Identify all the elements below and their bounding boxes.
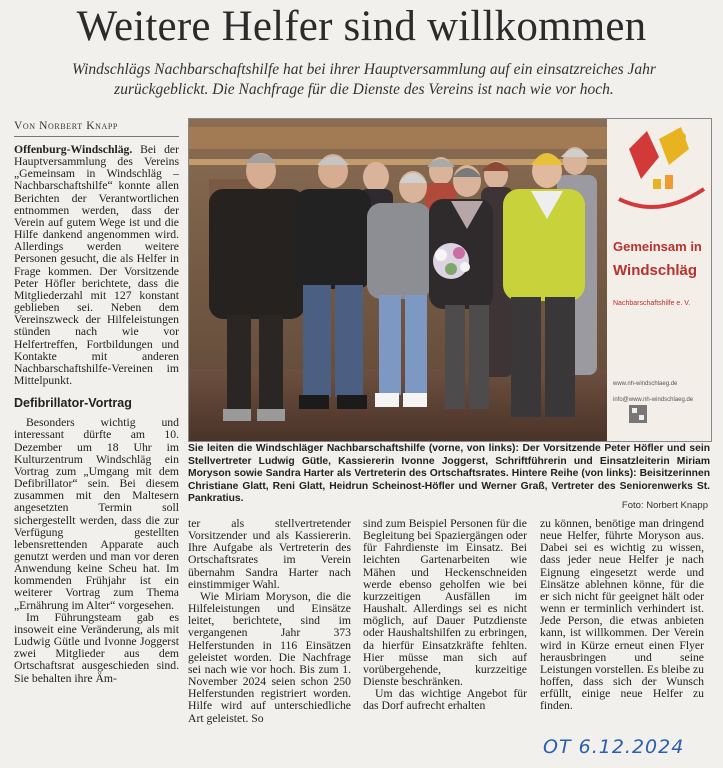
paragraph: Um das wichtige Angebot für das Dorf aufrecht erhalten xyxy=(363,687,527,713)
lead-text: Bei der Hauptversammlung des Vereins „Gemeinsam in Windschläg – Nachbarschaftshilfe“ konnte allen Berichten der Verantwortlichen entnommen werden, dass der Verein auf gutem Wege ist und die Hilfe dankend angenommen wird. Allerdings werden weitere Personen gesucht, die als Helfer in Frage kommen. Der Vorsitzende Peter Höfler berichtete, dass die Mitgliederzahl mit 127 konstant geblieben sei. Neben dem Vereinszweck der Hilfeleistungen stünden nach wie vor Helfertreffen, Fortbildungen und Kontakte mit anderen Nachbarschaftshilfe-Vereinen im Mittelpunkt. xyxy=(14,143,179,387)
photo-credit: Foto: Norbert Knapp xyxy=(621,500,708,511)
article-headline: Weitere Helfer sind willkommen xyxy=(76,3,647,50)
article-column-4 xyxy=(540,518,704,713)
paragraph: Im Führungsteam gab es insoweit eine Veränderung, als mit Ludwig Gütle und Ivonne Joggerst zwei Mitglieder aus dem Ortschaftsrat ausgeschieden sind. Sie behalten ihre Äm- xyxy=(14,610,179,685)
article-column-2 xyxy=(188,518,351,725)
paragraph: sind zum Beispiel Personen für die Begleitung bei Spaziergängen oder für Fahrdienste im Einsatz. Bei leichten Gartenarbeiten wie Mähen und Heckenschneiden werde ebenso geholfen wie bei kurzzeitigen Ausfällen im Haushalt. Allerdings sei es nicht möglich, auf Dauer Putzdienste oder Haushaltshilfen zu erbringen, da hierfür Einsatzkräfte fehlten. Hier müsse man sich auf vorübergehende, kurzzeitige Dienste beschränken. xyxy=(363,517,527,689)
banner-url-2: info@www.nh-windschlaeg.de xyxy=(613,397,694,403)
lead-paragraph xyxy=(14,144,179,387)
section-subtitle: Defibrillator-Vortrag xyxy=(14,396,132,411)
paragraph: Wie Miriam Moryson, die die Hilfeleistungen und Einsätze leitet, berichtete, sind im vergangenen Jahr 373 Helferstunden in 116 Einsätzen geleistet worden. Die Nachfrage sei nach wie vor hoch. Bis zum 1. November 2024 seien schon 250 Helferstunden registriert worden. Hilfe wird auf unterschiedliche Art geleistet. So xyxy=(188,589,351,725)
banner-line-1: Gemeinsam in xyxy=(613,239,702,254)
subhead-line-2: zurückgeblickt. Die Nachfrage für die Dienste des Vereins ist nach wie vor hoch. xyxy=(114,81,614,98)
paragraph: Besonders wichtig und interessant dürfte am 10. Dezember um 18 Uhr im Kulturzentrum Windschläg ein Vortrag zum „Umgang mit dem Defibrillator“ sein. Bei diesem zusammen mit den Maltesern angesetzten Termin soll sichergestellt werden, dass die zur Verfügung gestellten lebensrettenden Apparate auch genutzt werden und man vor deren Anwendung keine Scheu hat. Im kommenden Frühjahr ist ein weiterer Vortrag zum Thema „Ernährung im Alter“ vorgesehen. xyxy=(14,416,179,612)
banner-line-2: Windschläg xyxy=(613,262,698,279)
paragraph: zu können, benötige man dringend neue Helfer, führte Moryson aus. Dabei sei es wichtig zu wissen, dass jeder neue Helfer je nach Eignung eingesetzt werde und Einsätze ablehnen könne, für die er sich nicht für geeignet hält oder wenn er terminlich verhindert ist. Jede Person, die etwas anbieten kann, ist willkommen. Der Verein wird in Kürze erneut einen Flyer herausbringen und seine Leistungen vorstellen. Es bleibe zu hoffen, dass sich der Wunsch erfüllt, einige neue Helfer zu finden. xyxy=(540,517,704,713)
article-column-3 xyxy=(363,518,527,713)
byline: Von Norbert Knapp xyxy=(14,120,179,137)
dateline: Offenburg-Windschläg. xyxy=(14,143,133,156)
photo-caption: Sie leiten die Windschläger Nachbarschaftshilfe (vorne, von links): Der Vorsitzende Peter Höfler und sein Stellvertreter Ludwig Gütle, Kassiererin Ivonne Joggerst, Schriftführerin und Einsatzleiterin Miriam Moryson sowie Sandra Harter als Vertreterin des Ortschaftsrates. Hintere Reihe (von links): Beisitzerinnen Christiane Glatt, Reni Glatt, Heidrun Scheinost-Höfler und Werner Graß, Vertreter des Seniorenwerks St. Pankratius. xyxy=(188,443,710,505)
article-subhead xyxy=(40,60,688,100)
banner-url-1: www.nh-windschlaeg.de xyxy=(613,381,678,387)
paragraph: ter als stellvertretender Vorsitzender und als Kassiererin. Ihre Aufgabe als Vertreterin des Ortschaftsrates im Verein übernahm Sandra Harter nach einstimmiger Wahl. xyxy=(188,517,351,591)
handwritten-note: OT 6.12.2024 xyxy=(543,736,685,758)
article-column-1 xyxy=(14,144,179,685)
banner-line-3: Nachbarschaftshilfe e. V. xyxy=(613,300,691,307)
group-photo xyxy=(188,118,712,442)
subhead-line-1: Windschlägs Nachbarschaftshilfe hat bei ihrer Hauptversammlung auf ein einsatzreiches Jahr xyxy=(72,61,656,78)
group-photo-illustration xyxy=(189,119,711,441)
